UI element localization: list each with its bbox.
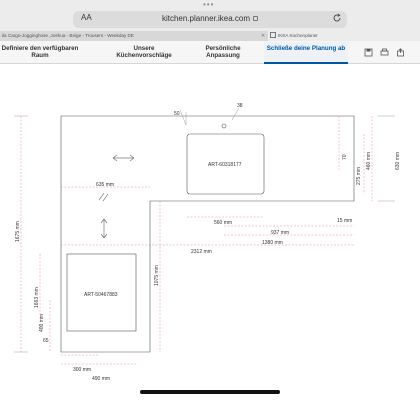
dim-937: 937 mm [271, 230, 290, 236]
dim-1675: 1675 mm [15, 221, 21, 242]
dim-635: 635 mm [96, 182, 115, 188]
planner-step-nav [0, 41, 420, 64]
tab-favicon-icon [270, 32, 276, 38]
dim-490: 490 mm [92, 376, 111, 382]
article-sink-label[interactable]: ART-60318177 [208, 162, 242, 168]
reload-icon[interactable] [332, 13, 342, 23]
worktop-outline [61, 116, 354, 352]
faucet-hole [222, 124, 226, 128]
dim-560: 560 mm [214, 220, 233, 226]
tab-ikea-planner[interactable]: IKEA Küchenplaner [268, 31, 420, 41]
step-suggestions[interactable]: Unsere Küchenvorschläge [116, 45, 172, 59]
dim-50: 50 [174, 111, 180, 117]
dim-400: 400 mm [39, 313, 45, 332]
cut-mark [99, 193, 108, 201]
lock-icon [253, 16, 258, 21]
dim-460: 460 mm [366, 151, 372, 170]
dim-2312: 2312 mm [191, 249, 212, 255]
dim-65: 65 [43, 338, 49, 344]
more-dots-icon[interactable]: ••• [203, 0, 215, 9]
dim-1380: 1380 mm [262, 240, 283, 246]
grain-arrow-vertical-icon [101, 219, 107, 238]
address-bar[interactable] [73, 11, 347, 28]
dim-15: 15 mm [337, 218, 353, 224]
home-indicator[interactable] [140, 390, 280, 394]
step-define-room[interactable]: Definiere den verfügbaren Raum [1, 45, 79, 59]
save-icon[interactable] [364, 48, 373, 57]
reader-mode-button[interactable]: AA [81, 13, 92, 22]
tab-weekday[interactable]: ila Cargo-Jogginghose ,Joshua - Beige - Trousers - Weekday DE [2, 33, 134, 38]
dim-300: 300 mm [73, 367, 92, 373]
dim-275: 275 mm [356, 166, 362, 185]
dim-1075: 1075 mm [154, 265, 160, 286]
browser-tabs [0, 31, 420, 41]
dim-70: 70 [342, 154, 348, 160]
dim-1663: 1663 mm [34, 287, 40, 308]
url-text[interactable]: kitchen.planner.ikea.com [73, 14, 347, 23]
browser-toolbar [0, 0, 420, 31]
print-icon[interactable] [380, 48, 389, 57]
close-tab-icon[interactable]: ✕ [261, 33, 266, 39]
worktop-drawing[interactable] [0, 64, 420, 386]
step-customize[interactable]: Persönliche Anpassung [205, 45, 241, 59]
dim-38: 38 [237, 103, 243, 109]
dim-630: 630 mm [395, 151, 401, 170]
article-lower-label[interactable]: ART-50467883 [84, 292, 118, 298]
step-finish-planning[interactable]: Schließe deine Planung ab [264, 42, 348, 64]
share-icon[interactable] [396, 48, 405, 57]
grain-arrow-horizontal-icon [113, 155, 134, 161]
